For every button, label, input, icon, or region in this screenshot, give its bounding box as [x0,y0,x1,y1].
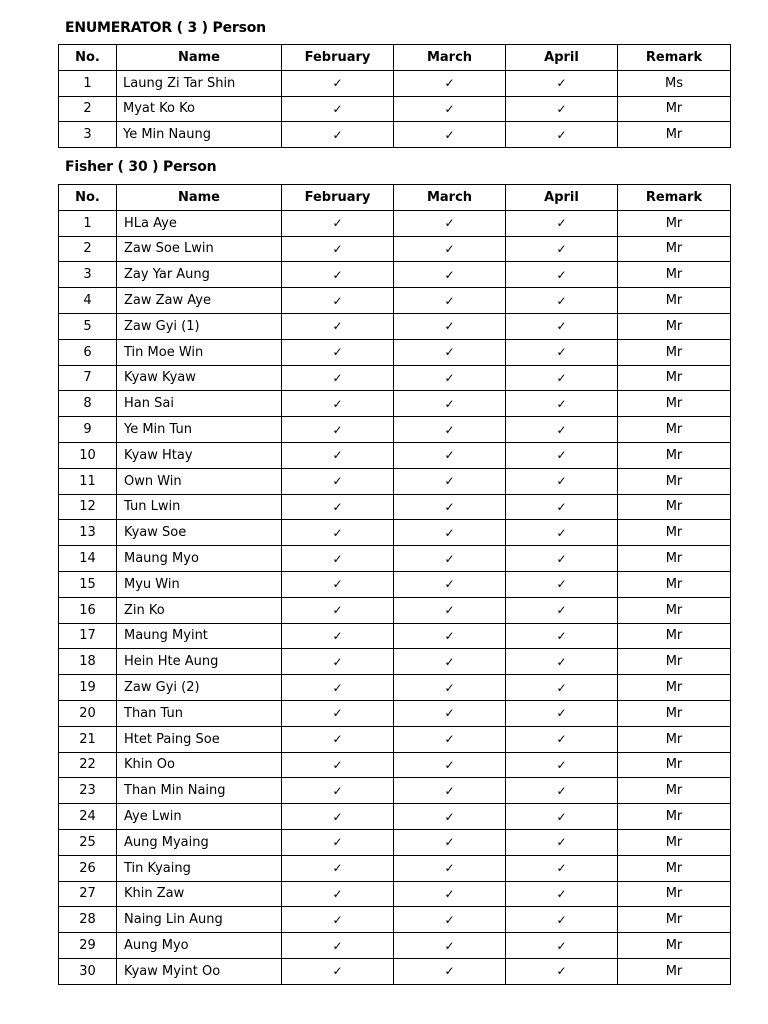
table-row [59,855,731,881]
cell-remark: Mr [618,262,731,288]
table-row [59,829,731,855]
cell-remark: Ms [618,70,731,96]
cell-april: ✓ [506,907,618,933]
cell-remark: Mr [618,829,731,855]
cell-april: ✓ [506,829,618,855]
table-row [59,700,731,726]
cell-name: Myat Ko Ko [117,96,282,122]
cell-march: ✓ [394,855,506,881]
enumerator-section-title: ENUMERATOR ( 3 ) Person [65,20,266,36]
cell-march: ✓ [394,70,506,96]
cell-name: Than Tun [117,700,282,726]
header-no: No. [59,185,117,211]
cell-february: ✓ [282,804,394,830]
header-march: March [394,45,506,71]
cell-february: ✓ [282,442,394,468]
cell-name: HLa Aye [117,210,282,236]
cell-no: 21 [59,726,117,752]
cell-february: ✓ [282,122,394,148]
cell-no: 3 [59,122,117,148]
cell-no: 26 [59,855,117,881]
cell-no: 1 [59,210,117,236]
table-row [59,391,731,417]
fisher-section-title: Fisher ( 30 ) Person [65,159,217,175]
cell-name: Zaw Gyi (2) [117,675,282,701]
cell-name: Maung Myint [117,623,282,649]
cell-march: ✓ [394,623,506,649]
cell-march: ✓ [394,726,506,752]
header-april: April [506,185,618,211]
cell-no: 17 [59,623,117,649]
cell-april: ✓ [506,623,618,649]
cell-february: ✓ [282,907,394,933]
cell-february: ✓ [282,726,394,752]
cell-name: Htet Paing Soe [117,726,282,752]
cell-march: ✓ [394,391,506,417]
cell-remark: Mr [618,122,731,148]
table-row [59,933,731,959]
cell-remark: Mr [618,675,731,701]
cell-april: ✓ [506,597,618,623]
cell-march: ✓ [394,881,506,907]
cell-name: Kyaw Myint Oo [117,958,282,984]
header-remark: Remark [618,185,731,211]
cell-name: Naing Lin Aung [117,907,282,933]
cell-april: ✓ [506,726,618,752]
cell-february: ✓ [282,262,394,288]
table-row [59,649,731,675]
cell-march: ✓ [394,752,506,778]
cell-february: ✓ [282,571,394,597]
cell-remark: Mr [618,649,731,675]
cell-no: 24 [59,804,117,830]
cell-april: ✓ [506,70,618,96]
cell-february: ✓ [282,236,394,262]
cell-name: Ye Min Naung [117,122,282,148]
cell-no: 23 [59,778,117,804]
cell-march: ✓ [394,829,506,855]
table-row [59,468,731,494]
cell-no: 5 [59,313,117,339]
cell-remark: Mr [618,726,731,752]
cell-april: ✓ [506,752,618,778]
cell-february: ✓ [282,494,394,520]
cell-march: ✓ [394,339,506,365]
cell-april: ✓ [506,649,618,675]
table-row [59,804,731,830]
table-row [59,96,731,122]
cell-no: 20 [59,700,117,726]
cell-remark: Mr [618,339,731,365]
cell-name: Aung Myaing [117,829,282,855]
cell-remark: Mr [618,571,731,597]
cell-february: ✓ [282,700,394,726]
cell-name: Laung Zi Tar Shin [117,70,282,96]
cell-name: Maung Myo [117,546,282,572]
cell-remark: Mr [618,778,731,804]
cell-remark: Mr [618,597,731,623]
cell-remark: Mr [618,546,731,572]
cell-february: ✓ [282,288,394,314]
cell-march: ✓ [394,700,506,726]
cell-february: ✓ [282,313,394,339]
cell-no: 27 [59,881,117,907]
table-row [59,236,731,262]
table-row [59,313,731,339]
cell-february: ✓ [282,623,394,649]
cell-march: ✓ [394,649,506,675]
cell-february: ✓ [282,468,394,494]
cell-february: ✓ [282,70,394,96]
cell-february: ✓ [282,958,394,984]
cell-name: Khin Zaw [117,881,282,907]
cell-name: Tin Kyaing [117,855,282,881]
cell-no: 11 [59,468,117,494]
cell-february: ✓ [282,339,394,365]
cell-name: Kyaw Htay [117,442,282,468]
cell-april: ✓ [506,778,618,804]
cell-march: ✓ [394,468,506,494]
cell-no: 29 [59,933,117,959]
cell-no: 14 [59,546,117,572]
cell-no: 1 [59,70,117,96]
cell-february: ✓ [282,649,394,675]
table-row [59,210,731,236]
cell-april: ✓ [506,494,618,520]
cell-remark: Mr [618,855,731,881]
enumerator-table [58,44,731,148]
cell-remark: Mr [618,752,731,778]
cell-february: ✓ [282,829,394,855]
cell-name: Zin Ko [117,597,282,623]
cell-no: 9 [59,417,117,443]
cell-no: 7 [59,365,117,391]
cell-february: ✓ [282,855,394,881]
cell-march: ✓ [394,262,506,288]
cell-no: 25 [59,829,117,855]
table-row [59,122,731,148]
table-row [59,623,731,649]
cell-april: ✓ [506,313,618,339]
cell-april: ✓ [506,700,618,726]
cell-name: Own Win [117,468,282,494]
cell-name: Than Min Naing [117,778,282,804]
cell-no: 8 [59,391,117,417]
cell-april: ✓ [506,391,618,417]
cell-february: ✓ [282,546,394,572]
cell-remark: Mr [618,958,731,984]
fisher-table [58,184,731,985]
cell-remark: Mr [618,907,731,933]
table-row [59,417,731,443]
cell-april: ✓ [506,881,618,907]
cell-remark: Mr [618,96,731,122]
cell-march: ✓ [394,442,506,468]
cell-name: Khin Oo [117,752,282,778]
table-header-row [59,45,731,71]
cell-february: ✓ [282,933,394,959]
cell-no: 30 [59,958,117,984]
cell-name: Tun Lwin [117,494,282,520]
cell-march: ✓ [394,907,506,933]
cell-february: ✓ [282,752,394,778]
cell-february: ✓ [282,597,394,623]
cell-name: Kyaw Soe [117,520,282,546]
cell-no: 3 [59,262,117,288]
table-row [59,958,731,984]
cell-remark: Mr [618,804,731,830]
cell-no: 12 [59,494,117,520]
cell-name: Han Sai [117,391,282,417]
cell-february: ✓ [282,778,394,804]
cell-remark: Mr [618,623,731,649]
cell-april: ✓ [506,804,618,830]
cell-april: ✓ [506,288,618,314]
cell-february: ✓ [282,391,394,417]
table-row [59,752,731,778]
cell-no: 13 [59,520,117,546]
table-row [59,365,731,391]
cell-march: ✓ [394,933,506,959]
header-name: Name [117,45,282,71]
cell-remark: Mr [618,365,731,391]
cell-remark: Mr [618,700,731,726]
cell-march: ✓ [394,122,506,148]
cell-name: Aye Lwin [117,804,282,830]
cell-no: 16 [59,597,117,623]
cell-remark: Mr [618,236,731,262]
table-row [59,288,731,314]
cell-february: ✓ [282,417,394,443]
cell-april: ✓ [506,262,618,288]
cell-no: 19 [59,675,117,701]
cell-april: ✓ [506,546,618,572]
cell-february: ✓ [282,96,394,122]
cell-april: ✓ [506,210,618,236]
cell-name: Tin Moe Win [117,339,282,365]
cell-february: ✓ [282,365,394,391]
cell-april: ✓ [506,933,618,959]
table-row [59,881,731,907]
cell-march: ✓ [394,313,506,339]
cell-name: Ye Min Tun [117,417,282,443]
cell-february: ✓ [282,520,394,546]
cell-march: ✓ [394,236,506,262]
cell-april: ✓ [506,417,618,443]
cell-april: ✓ [506,365,618,391]
table-row [59,675,731,701]
cell-march: ✓ [394,520,506,546]
header-remark: Remark [618,45,731,71]
cell-remark: Mr [618,442,731,468]
cell-march: ✓ [394,288,506,314]
cell-february: ✓ [282,881,394,907]
cell-remark: Mr [618,391,731,417]
cell-name: Zaw Gyi (1) [117,313,282,339]
cell-march: ✓ [394,365,506,391]
header-name: Name [117,185,282,211]
header-february: February [282,185,394,211]
cell-april: ✓ [506,96,618,122]
cell-april: ✓ [506,442,618,468]
cell-february: ✓ [282,675,394,701]
cell-no: 18 [59,649,117,675]
cell-april: ✓ [506,675,618,701]
cell-name: Zaw Zaw Aye [117,288,282,314]
cell-march: ✓ [394,804,506,830]
cell-remark: Mr [618,468,731,494]
header-no: No. [59,45,117,71]
table-row [59,520,731,546]
cell-no: 4 [59,288,117,314]
cell-march: ✓ [394,958,506,984]
cell-remark: Mr [618,288,731,314]
cell-april: ✓ [506,571,618,597]
cell-remark: Mr [618,520,731,546]
cell-march: ✓ [394,494,506,520]
cell-february: ✓ [282,210,394,236]
cell-remark: Mr [618,417,731,443]
cell-no: 2 [59,236,117,262]
cell-no: 2 [59,96,117,122]
cell-no: 22 [59,752,117,778]
header-april: April [506,45,618,71]
cell-march: ✓ [394,675,506,701]
cell-remark: Mr [618,933,731,959]
table-row [59,262,731,288]
cell-no: 10 [59,442,117,468]
cell-remark: Mr [618,881,731,907]
table-row [59,597,731,623]
table-row [59,571,731,597]
cell-name: Zay Yar Aung [117,262,282,288]
cell-april: ✓ [506,958,618,984]
cell-remark: Mr [618,313,731,339]
table-row [59,494,731,520]
cell-march: ✓ [394,417,506,443]
header-february: February [282,45,394,71]
cell-march: ✓ [394,597,506,623]
cell-april: ✓ [506,855,618,881]
cell-march: ✓ [394,778,506,804]
cell-no: 6 [59,339,117,365]
cell-no: 15 [59,571,117,597]
table-row [59,778,731,804]
cell-name: Myu Win [117,571,282,597]
cell-name: Aung Myo [117,933,282,959]
cell-march: ✓ [394,546,506,572]
table-header-row [59,185,731,211]
cell-remark: Mr [618,494,731,520]
cell-remark: Mr [618,210,731,236]
cell-march: ✓ [394,96,506,122]
cell-april: ✓ [506,236,618,262]
header-march: March [394,185,506,211]
cell-april: ✓ [506,122,618,148]
cell-april: ✓ [506,520,618,546]
cell-name: Zaw Soe Lwin [117,236,282,262]
table-row [59,70,731,96]
table-row [59,339,731,365]
cell-name: Hein Hte Aung [117,649,282,675]
cell-no: 28 [59,907,117,933]
cell-march: ✓ [394,571,506,597]
cell-march: ✓ [394,210,506,236]
cell-april: ✓ [506,468,618,494]
table-row [59,442,731,468]
table-row [59,907,731,933]
table-row [59,726,731,752]
table-row [59,546,731,572]
cell-april: ✓ [506,339,618,365]
cell-name: Kyaw Kyaw [117,365,282,391]
